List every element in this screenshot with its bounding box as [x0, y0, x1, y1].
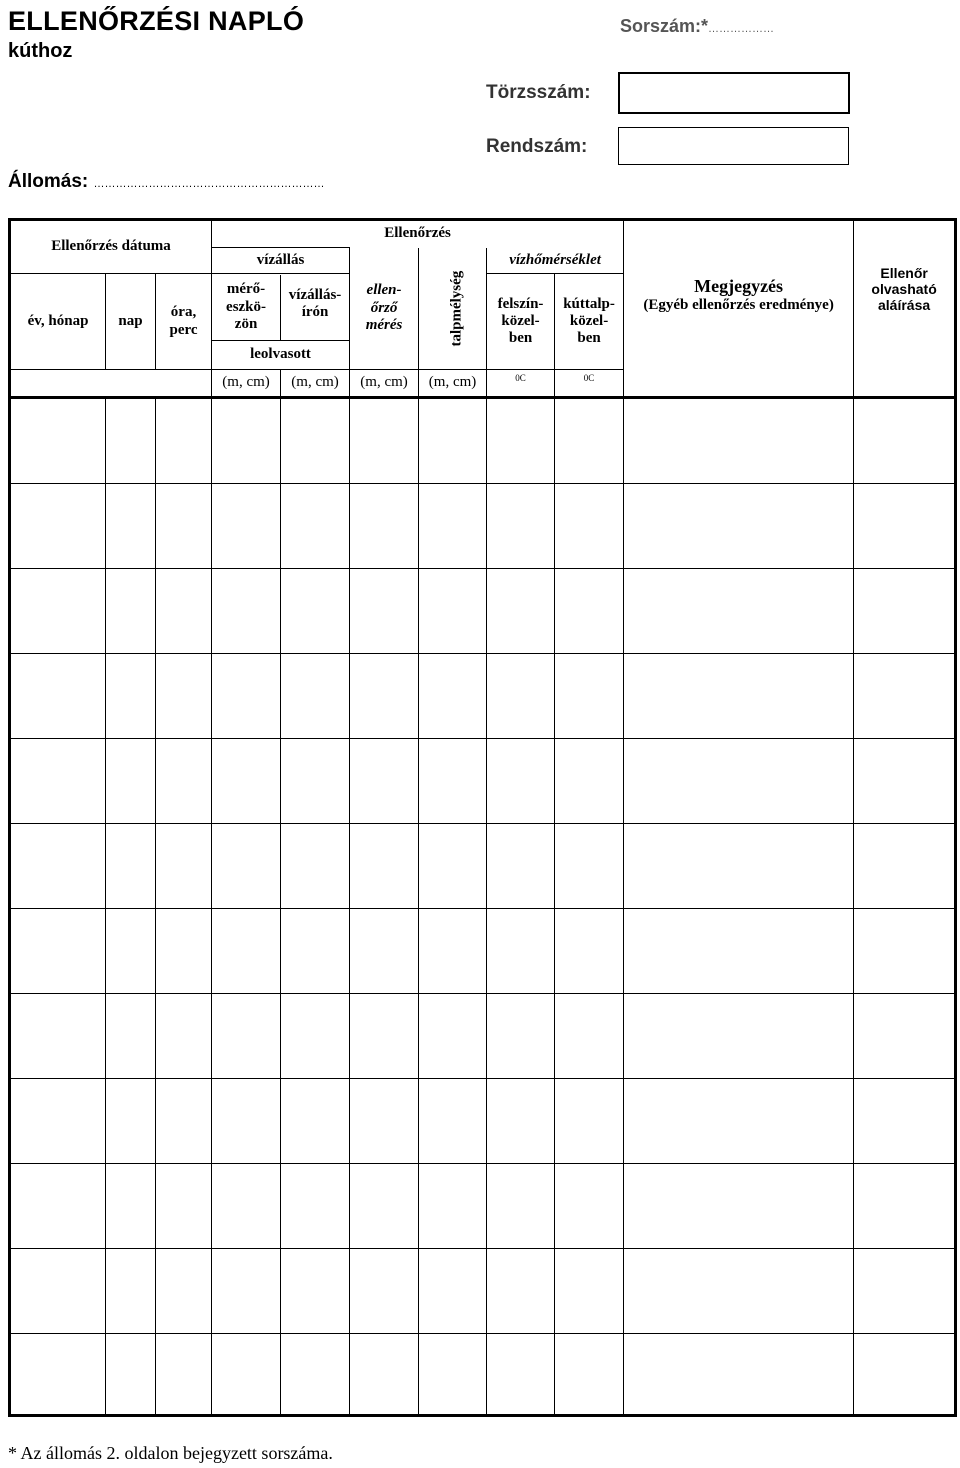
table-cell[interactable] — [555, 1079, 624, 1164]
table-cell[interactable] — [281, 484, 350, 569]
table-cell[interactable] — [106, 909, 156, 994]
header-leolvasott: leolvasott — [212, 341, 349, 369]
table-cell[interactable] — [854, 1079, 956, 1164]
table-cell[interactable] — [624, 654, 854, 739]
table-row — [10, 654, 956, 739]
table-cell[interactable] — [350, 1249, 419, 1334]
table-cell[interactable] — [350, 909, 419, 994]
allomas-dots: ……………………………………………………… — [93, 178, 325, 190]
table-row — [10, 1334, 956, 1416]
header-vizallas: vízállás — [212, 248, 350, 274]
table-cell[interactable] — [624, 824, 854, 909]
header-kuttalp-l1: kúttalp- — [563, 295, 615, 312]
table-cell[interactable] — [156, 994, 212, 1079]
table-cell[interactable] — [212, 484, 281, 569]
header-vizallasiron — [281, 275, 350, 341]
table-cell[interactable] — [419, 824, 487, 909]
table-cell[interactable] — [487, 1334, 555, 1416]
table-cell[interactable] — [106, 739, 156, 824]
header-ellenorzo-l2: őrző — [370, 299, 398, 316]
table-cell[interactable] — [212, 994, 281, 1079]
table-cell[interactable] — [624, 1164, 854, 1249]
table-cell[interactable] — [212, 824, 281, 909]
table-cell[interactable] — [555, 1249, 624, 1334]
table-cell[interactable] — [854, 398, 956, 484]
table-row — [10, 994, 956, 1079]
torzsszam-field[interactable] — [618, 72, 850, 114]
table-cell[interactable] — [487, 398, 555, 484]
table-cell[interactable] — [555, 398, 624, 484]
header-ellenor — [854, 220, 956, 370]
header-vizhomerseklet: vízhőmérséklet — [487, 248, 624, 274]
table-cell[interactable] — [555, 654, 624, 739]
sorszam-dots: ……………… — [708, 23, 775, 35]
table-cell[interactable] — [281, 1079, 350, 1164]
unit-felszin — [487, 370, 555, 398]
table-cell[interactable] — [156, 569, 212, 654]
header-mero-l2: eszkö- — [226, 298, 267, 315]
header-ellenorzo-l1: ellen- — [366, 282, 402, 299]
table-cell[interactable] — [854, 1334, 956, 1416]
table-cell[interactable] — [212, 569, 281, 654]
table-cell[interactable] — [350, 994, 419, 1079]
table-row — [10, 1079, 956, 1164]
table-cell[interactable] — [106, 1079, 156, 1164]
table-cell[interactable] — [487, 824, 555, 909]
table-cell[interactable] — [624, 1334, 854, 1416]
table-cell[interactable] — [10, 1164, 106, 1249]
sorszam-text: Sorszám:* — [620, 16, 709, 36]
table-cell[interactable] — [350, 484, 419, 569]
table-cell[interactable] — [281, 1334, 350, 1416]
header-talpmelyseg-text: talpmélység — [448, 270, 465, 347]
table-cell[interactable] — [212, 654, 281, 739]
header-ellenor-l3: aláírása — [878, 297, 931, 314]
rendszam-field[interactable] — [618, 127, 849, 165]
table-cell[interactable] — [487, 909, 555, 994]
table-cell[interactable] — [624, 484, 854, 569]
table-cell[interactable] — [555, 824, 624, 909]
table-cell[interactable] — [10, 739, 106, 824]
table-cell[interactable] — [156, 398, 212, 484]
header-felszin-l3: ben — [508, 330, 533, 347]
table-cell[interactable] — [281, 739, 350, 824]
header-nap: nap — [106, 274, 156, 370]
header-talpmelyseg — [419, 248, 487, 370]
table-cell[interactable] — [281, 994, 350, 1079]
table-row — [10, 569, 956, 654]
table-cell[interactable] — [487, 739, 555, 824]
table-cell[interactable] — [854, 1164, 956, 1249]
unit-ellenor-blank — [854, 370, 956, 398]
unit-meroeszkozon: (m, cm) — [212, 370, 281, 398]
header-meroeszkozon — [212, 275, 281, 341]
unit-kuttalp-text: 0C — [583, 373, 595, 384]
header-ellenorzo-meres — [350, 248, 419, 370]
table-cell[interactable] — [156, 739, 212, 824]
sorszam-label — [620, 16, 774, 37]
table-cell[interactable] — [624, 909, 854, 994]
table-cell[interactable] — [281, 569, 350, 654]
table-cell[interactable] — [212, 1249, 281, 1334]
table-cell[interactable] — [854, 909, 956, 994]
table-cell[interactable] — [419, 484, 487, 569]
table-row — [10, 1164, 956, 1249]
table-cell[interactable] — [487, 1164, 555, 1249]
table-row — [10, 739, 956, 824]
table-cell[interactable] — [10, 909, 106, 994]
table-cell[interactable] — [156, 484, 212, 569]
table-cell[interactable] — [156, 1079, 212, 1164]
header-kuttalp-l2: közel- — [569, 312, 609, 329]
header-megjegyzes-cell — [624, 220, 854, 370]
table-cell[interactable] — [487, 484, 555, 569]
unit-vizallasiron: (m, cm) — [281, 370, 350, 398]
allomas-label — [8, 171, 325, 193]
table-cell[interactable] — [212, 398, 281, 484]
table-cell[interactable] — [419, 398, 487, 484]
table-row — [10, 1249, 956, 1334]
table-cell[interactable] — [555, 569, 624, 654]
table-cell[interactable] — [212, 909, 281, 994]
table-cell[interactable] — [487, 994, 555, 1079]
table-cell[interactable] — [10, 994, 106, 1079]
table-cell[interactable] — [156, 909, 212, 994]
table-cell[interactable] — [350, 1079, 419, 1164]
table-cell[interactable] — [555, 994, 624, 1079]
table-cell[interactable] — [156, 1334, 212, 1416]
table-cell[interactable] — [419, 739, 487, 824]
table-cell[interactable] — [106, 824, 156, 909]
table-row — [10, 484, 956, 569]
table-cell[interactable] — [854, 654, 956, 739]
unit-kuttalp — [555, 370, 624, 398]
header-ev-honap: év, hónap — [10, 274, 106, 370]
header-datum-group: Ellenőrzés dátuma — [10, 220, 212, 274]
table-cell[interactable] — [156, 824, 212, 909]
table-cell[interactable] — [106, 569, 156, 654]
table-cell[interactable] — [156, 654, 212, 739]
header-felszin-l1: felszín- — [497, 295, 544, 312]
header-ellenor-l1: Ellenőr — [880, 265, 928, 281]
unit-ellenorzo: (m, cm) — [350, 370, 419, 398]
table-cell[interactable] — [624, 739, 854, 824]
table-cell[interactable] — [212, 1079, 281, 1164]
table-cell[interactable] — [419, 994, 487, 1079]
table-cell[interactable] — [350, 569, 419, 654]
table-cell[interactable] — [854, 569, 956, 654]
page-subtitle: kúthoz — [8, 40, 73, 62]
table-cell[interactable] — [106, 994, 156, 1079]
table-cell[interactable] — [419, 1164, 487, 1249]
page-title: ELLENŐRZÉSI NAPLÓ — [8, 6, 305, 36]
table-cell[interactable] — [555, 739, 624, 824]
header-viziron-l2: írón — [301, 303, 329, 320]
table-cell[interactable] — [350, 398, 419, 484]
table-cell[interactable] — [10, 824, 106, 909]
table-row — [10, 824, 956, 909]
table-cell[interactable] — [10, 1079, 106, 1164]
table-cell[interactable] — [281, 824, 350, 909]
table-cell[interactable] — [281, 654, 350, 739]
table-cell[interactable] — [624, 1079, 854, 1164]
unit-datum-blank — [10, 370, 212, 398]
table-cell[interactable] — [854, 824, 956, 909]
table-cell[interactable] — [106, 1249, 156, 1334]
table-cell[interactable] — [854, 484, 956, 569]
header-felszinkozelben — [487, 274, 555, 370]
table-cell[interactable] — [555, 484, 624, 569]
table-cell[interactable] — [419, 1334, 487, 1416]
header-vizallas-sub — [212, 274, 350, 370]
header-ora-perc — [156, 274, 212, 370]
log-table — [8, 218, 957, 1417]
table-cell[interactable] — [624, 398, 854, 484]
footnote: * Az állomás 2. oldalon bejegyzett sorszáma. — [8, 1443, 333, 1463]
table-cell[interactable] — [106, 398, 156, 484]
table-cell[interactable] — [419, 1249, 487, 1334]
header-kuttalp-l3: ben — [577, 330, 601, 347]
table-cell[interactable] — [10, 484, 106, 569]
table-cell[interactable] — [212, 1334, 281, 1416]
table-cell[interactable] — [555, 909, 624, 994]
header-mero-l1: mérő- — [226, 281, 266, 298]
table-cell[interactable] — [854, 994, 956, 1079]
table-cell[interactable] — [281, 1164, 350, 1249]
torzsszam-label: Törzsszám: — [486, 82, 591, 103]
table-cell[interactable] — [487, 569, 555, 654]
table-cell[interactable] — [281, 909, 350, 994]
unit-felszin-text: 0C — [515, 373, 526, 384]
table-cell[interactable] — [487, 654, 555, 739]
table-cell[interactable] — [350, 739, 419, 824]
unit-talpmelyseg: (m, cm) — [419, 370, 487, 398]
allomas-text: Állomás: — [8, 171, 89, 192]
table-cell[interactable] — [350, 654, 419, 739]
table-cell[interactable] — [156, 1249, 212, 1334]
table-cell[interactable] — [10, 1249, 106, 1334]
table-cell[interactable] — [487, 1079, 555, 1164]
table-row — [10, 398, 956, 484]
table-cell[interactable] — [10, 569, 106, 654]
table-cell[interactable] — [350, 824, 419, 909]
table-cell[interactable] — [212, 739, 281, 824]
table-cell[interactable] — [624, 1249, 854, 1334]
table-cell[interactable] — [156, 1164, 212, 1249]
table-cell[interactable] — [10, 398, 106, 484]
data-rows — [10, 398, 956, 1416]
header-perc: perc — [169, 321, 198, 338]
header-ellenor-l2: olvasható — [871, 281, 937, 298]
rendszam-label: Rendszám: — [486, 136, 588, 157]
table-cell[interactable] — [10, 654, 106, 739]
table-cell[interactable] — [555, 1334, 624, 1416]
table-cell[interactable] — [624, 569, 854, 654]
header-felszin-l2: közel- — [501, 312, 540, 329]
table-cell[interactable] — [854, 1249, 956, 1334]
table-cell[interactable] — [854, 739, 956, 824]
table-cell[interactable] — [487, 1249, 555, 1334]
table-cell[interactable] — [106, 1334, 156, 1416]
table-cell[interactable] — [419, 654, 487, 739]
header-ellenorzo-l3: mérés — [365, 316, 403, 333]
header-kuttalpkozelben — [555, 274, 624, 370]
table-cell[interactable] — [281, 1249, 350, 1334]
header-mero-l3: zön — [234, 315, 258, 332]
table-cell[interactable] — [419, 909, 487, 994]
header-ellenorzes-group: Ellenőrzés — [212, 220, 624, 248]
header-viziron-l1: vízállás- — [288, 286, 342, 303]
table-cell[interactable] — [350, 1334, 419, 1416]
table-row — [10, 909, 956, 994]
table-cell[interactable] — [281, 398, 350, 484]
table-cell[interactable] — [106, 1164, 156, 1249]
table-cell[interactable] — [555, 1164, 624, 1249]
table-cell[interactable] — [419, 569, 487, 654]
table-cell[interactable] — [624, 994, 854, 1079]
header-ora: óra, — [170, 304, 197, 321]
table-cell[interactable] — [10, 1334, 106, 1416]
header-megjegyzes: Megjegyzés — [694, 276, 784, 297]
table-cell[interactable] — [106, 654, 156, 739]
table-cell[interactable] — [212, 1164, 281, 1249]
table-cell[interactable] — [419, 1079, 487, 1164]
table-cell[interactable] — [350, 1164, 419, 1249]
header-megjegyzes-sub: (Egyéb ellenőrzés eredménye) — [643, 296, 834, 313]
unit-megjegyzes-blank — [624, 370, 854, 398]
table-cell[interactable] — [106, 484, 156, 569]
